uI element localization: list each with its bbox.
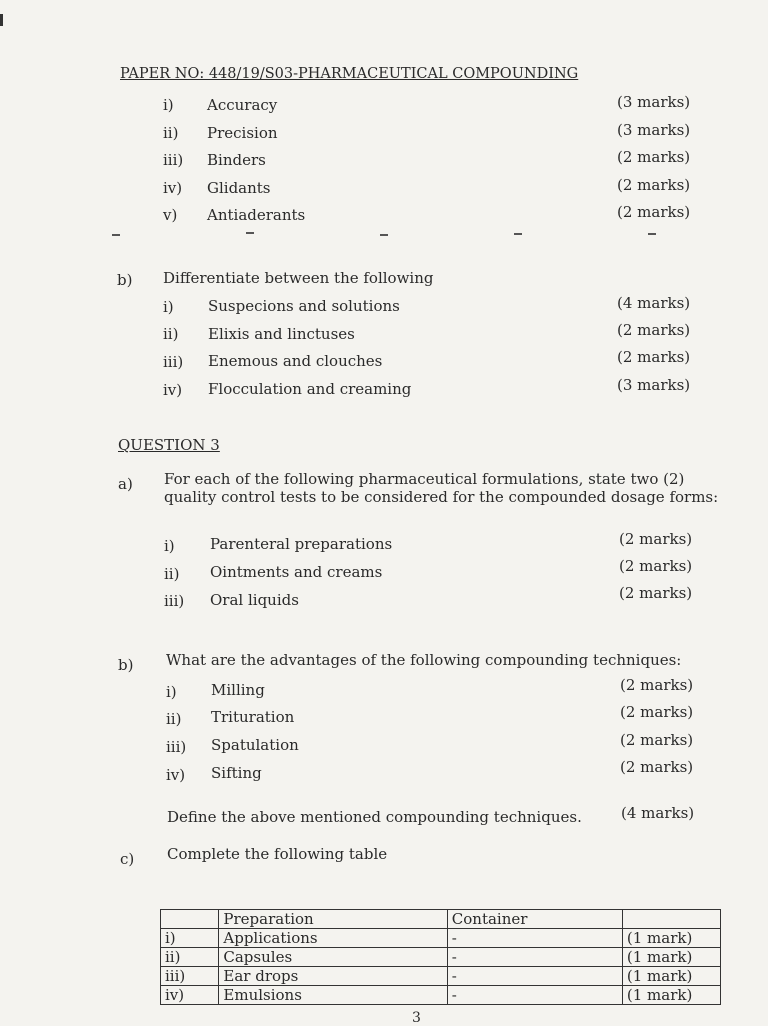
part-question: What are the advantages of the following compounding techniques: [166, 651, 682, 669]
item-text: Elixis and linctuses [208, 325, 355, 343]
item-marks: (2 marks) [620, 703, 694, 721]
item-number: ii) [163, 325, 179, 343]
item-marks: (2 marks) [620, 758, 694, 776]
scan-dash [112, 234, 120, 236]
item-number: i) [166, 683, 177, 701]
row-preparation: Capsules [219, 948, 447, 967]
part-label: c) [120, 850, 135, 868]
item-text: Trituration [211, 708, 295, 726]
item-number: ii) [164, 565, 180, 583]
row-marks: (1 mark) [622, 986, 720, 1005]
item-number: i) [164, 537, 175, 555]
item-marks: (2 marks) [620, 676, 694, 694]
row-preparation: Applications [219, 929, 447, 948]
item-marks: (2 marks) [617, 203, 691, 221]
item-marks: (2 marks) [619, 530, 693, 548]
item-number: i) [163, 96, 174, 114]
item-number: ii) [163, 124, 179, 142]
item-number: iii) [163, 353, 184, 371]
row-marks: (1 mark) [622, 929, 720, 948]
table-row [161, 967, 721, 986]
row-number: i) [161, 929, 219, 948]
row-marks: (1 mark) [622, 967, 720, 986]
item-text: Oral liquids [210, 591, 299, 609]
item-text: Binders [207, 151, 266, 169]
item-marks: (2 marks) [619, 557, 693, 575]
row-preparation: Emulsions [219, 986, 447, 1005]
item-marks: (2 marks) [620, 731, 694, 749]
header-cell: Preparation [219, 910, 447, 929]
table-row [161, 986, 721, 1005]
item-text: Ointments and creams [210, 563, 383, 581]
table-header-row [161, 910, 721, 929]
item-text: Parenteral preparations [210, 535, 393, 553]
item-text: Spatulation [211, 736, 299, 754]
scan-dash [514, 233, 522, 235]
item-marks: (2 marks) [617, 348, 691, 366]
part-label: b) [118, 656, 134, 674]
row-preparation: Ear drops [219, 967, 447, 986]
item-marks: (3 marks) [617, 121, 691, 139]
item-marks: (2 marks) [617, 148, 691, 166]
item-text: Precision [207, 124, 278, 142]
item-text: Flocculation and creaming [208, 380, 412, 398]
item-text: Suspecions and solutions [208, 297, 400, 315]
table-row [161, 929, 721, 948]
item-text: Glidants [207, 179, 271, 197]
part-question: Differentiate between the following [163, 269, 434, 287]
item-number: iv) [166, 766, 186, 784]
item-number: i) [163, 298, 174, 316]
preparation-table [160, 909, 721, 1005]
part-question: Complete the following table [167, 845, 388, 863]
item-text: Accuracy [207, 96, 278, 114]
item-number: iii) [166, 738, 187, 756]
part-question-line2: quality control tests to be considered for the compounded dosage forms: [164, 488, 719, 506]
scan-dash [380, 234, 388, 236]
define-marks: (4 marks) [621, 804, 695, 822]
part-label: a) [118, 475, 133, 493]
item-number: iv) [163, 381, 183, 399]
row-container: - [447, 967, 622, 986]
item-number: iii) [163, 151, 184, 169]
row-marks: (1 mark) [622, 948, 720, 967]
define-text: Define the above mentioned compounding techniques. [167, 808, 582, 826]
item-number: v) [163, 206, 178, 224]
row-container: - [447, 948, 622, 967]
scan-dash [246, 232, 254, 234]
question-heading: QUESTION 3 [118, 436, 220, 454]
scan-mark [0, 14, 3, 26]
item-marks: (3 marks) [617, 93, 691, 111]
item-marks: (3 marks) [617, 376, 691, 394]
header-cell [622, 910, 720, 929]
page-number: 3 [412, 1010, 421, 1026]
item-number: ii) [166, 710, 182, 728]
item-marks: (2 marks) [617, 176, 691, 194]
item-number: iii) [164, 592, 185, 610]
part-question-line1: For each of the following pharmaceutical formulations, state two (2) [164, 470, 685, 488]
table-row [161, 948, 721, 967]
item-marks: (2 marks) [617, 321, 691, 339]
row-number: ii) [161, 948, 219, 967]
row-number: iv) [161, 986, 219, 1005]
row-number: iii) [161, 967, 219, 986]
row-container: - [447, 986, 622, 1005]
item-text: Milling [211, 681, 265, 699]
item-marks: (4 marks) [617, 294, 691, 312]
part-label: b) [117, 271, 133, 289]
item-text: Enemous and clouches [208, 352, 383, 370]
item-text: Sifting [211, 764, 262, 782]
item-marks: (2 marks) [619, 584, 693, 602]
header-cell: Container [447, 910, 622, 929]
item-text: Antiaderants [207, 206, 306, 224]
item-number: iv) [163, 179, 183, 197]
row-container: - [447, 929, 622, 948]
paper-header: PAPER NO: 448/19/S03-PHARMACEUTICAL COMPOUNDING [120, 66, 579, 82]
header-cell [161, 910, 219, 929]
scan-dash [648, 233, 656, 235]
